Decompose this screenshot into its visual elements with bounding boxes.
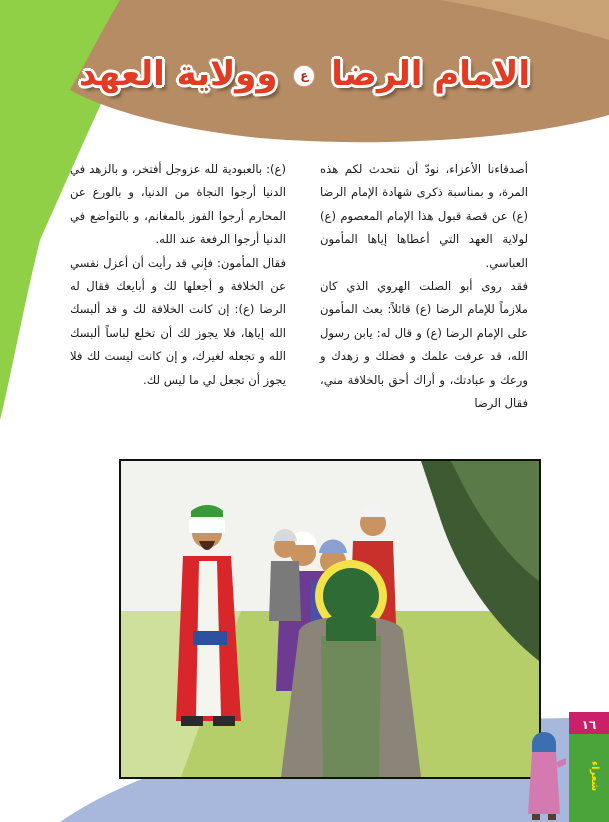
story-illustration (119, 459, 541, 779)
article-column-left (70, 158, 286, 392)
paragraph: أصدقاءنا الأعزاء، نودّ أن نتحدث لكم هذه المرة، و بمناسبة ذكرى شهادة الإمام الرضا (ع) عن قصة قبول هذا الإمام المعصوم (ع) لولاية العهد التي أعطاها إياها المأمون العباسي. (320, 162, 528, 270)
page-number: ١٦ (581, 718, 597, 732)
page-title (79, 44, 530, 104)
title-rest: وولاية العهد (79, 54, 278, 94)
article-column-right (320, 158, 528, 415)
girl-illustration (520, 722, 570, 822)
title-badge: ع (293, 65, 315, 87)
paragraph: فقد روى أبو الصلت الهروي الذي كان ملازماً للإمام الرضا (ع) قائلاً: بعث المأمون على الإمام الرضا (ع) و قال له: يابن رسول الله، قد عرفت علمك و فضلك و زهدك و ورعك و عبادتك، و أراك أحق بالخلافة مني، فقال الرضا (320, 279, 528, 411)
illustration-drawing (121, 461, 539, 777)
sidebar-tab-label: شعراء (589, 760, 600, 792)
paragraph: (ع): بالعبودية لله عزوجل أفتخر، و بالزهد في الدنيا أرجوا النجاة من الدنيا، و بالورع عن المحارم أرجوا الفوز بالمغانم، و بالتواضع في الدنيا أرجوا الرفعة عند الله. (70, 162, 286, 247)
paragraph: فقال المأمون: فإني قد رأيت أن أعزل نفسي عن الخلافة و أجعلها لك و أبايعك فقال له الرضا (ع): إن كانت الخلافة لك و قد ألبسك الله إياها، فلا يجوز لك أن تخلع لباساً ألبسك الله و تجعله لغيرك، و إن كانت ليست لك فلا يجوز أن تجعل لي ما ليس لك. (70, 255, 286, 387)
title-main: الامام الرضا (331, 54, 530, 94)
